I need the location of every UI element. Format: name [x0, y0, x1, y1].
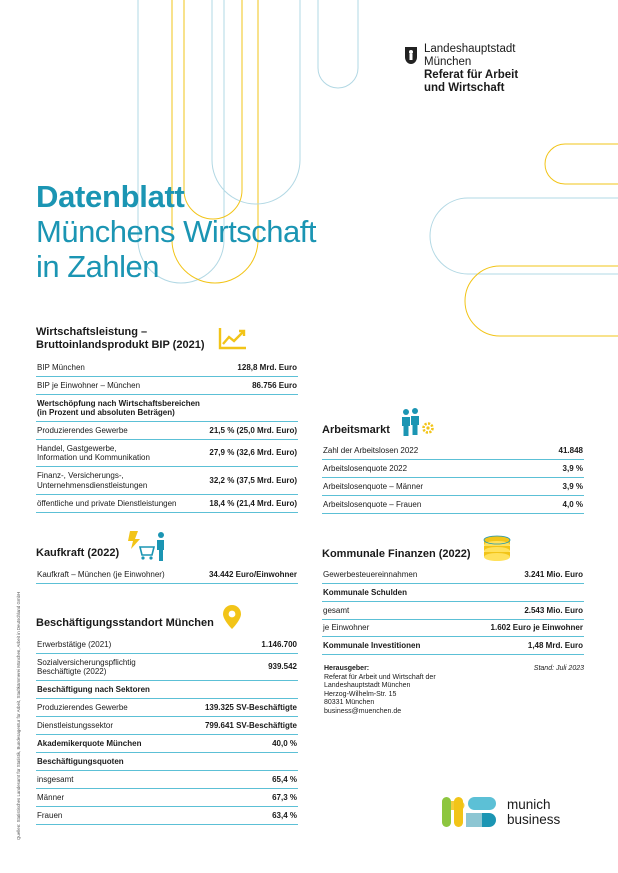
row-value: 128,8 Mrd. Euro	[237, 362, 297, 372]
row-value: 40,0 %	[272, 738, 297, 748]
chart-trend-icon	[218, 326, 248, 350]
bip-row-einwohner	[36, 377, 298, 395]
bip-section-title	[36, 326, 226, 352]
finanzen-row	[322, 584, 584, 602]
kaufkraft-row	[36, 566, 298, 584]
sub-title-line2: (in Prozent und absoluten Beträgen)	[37, 408, 175, 417]
bip-title-line1: Wirtschaftsleistung –	[36, 326, 148, 338]
arbeitsmarkt-row	[322, 460, 584, 478]
beschaeftigung-title: Beschäftigungsstandort München	[36, 617, 214, 629]
impressum-heading: Herausgeber:	[324, 665, 370, 672]
arbeitsmarkt-title: Arbeitsmarkt	[322, 424, 390, 436]
quoten-row	[36, 789, 298, 807]
row-label: öffentliche und private Dienstleistungen	[37, 498, 177, 508]
row-value: 1.146.700	[261, 639, 297, 649]
row-value: 1,48 Mrd. Euro	[527, 640, 583, 650]
finanzen-title: Kommunale Finanzen (2022)	[322, 548, 471, 560]
label-line1: Sozialversicherungspflichtig	[37, 657, 136, 667]
workers-gear-icon	[399, 407, 435, 437]
row-label: Produzierendes Gewerbe	[37, 425, 128, 435]
logo-line2: business	[507, 812, 561, 827]
bip-wertschoepfung-heading	[36, 395, 298, 422]
row-label: Akademikerquote München	[37, 738, 142, 748]
dept-line1: Referat für Arbeit	[424, 69, 519, 81]
bip-title-line2: Bruttoinlandsprodukt BIP (2021)	[36, 339, 205, 351]
quoten-heading	[36, 753, 298, 771]
row-label: Männer	[37, 792, 65, 802]
row-value: 67,3 %	[272, 792, 297, 802]
beschaeftigung-row	[36, 717, 298, 735]
bip-sector-row	[36, 467, 298, 495]
row-label: Kommunale Investitionen	[323, 640, 421, 650]
row-value: 21,5 % (25,0 Mrd. Euro)	[209, 425, 297, 435]
impressum-line: Referat für Arbeit und Wirtschaft der	[324, 673, 436, 681]
row-label: Gewerbesteuereinnahmen	[323, 569, 418, 579]
row-value: 3,9 %	[562, 463, 583, 473]
label-line1: Finanz-, Versicherungs-,	[37, 471, 124, 480]
row-value: 3,9 %	[562, 481, 583, 491]
title-line3: in Zahlen	[36, 249, 160, 284]
row-label: Beschäftigungsquoten	[37, 756, 124, 766]
bip-sector-row	[36, 440, 298, 467]
akademiker-row	[36, 735, 298, 753]
row-value: 65,4 %	[272, 774, 297, 784]
row-value: 939.542	[268, 662, 297, 672]
impressum	[324, 665, 484, 717]
sub-title-line1: Wertschöpfung nach Wirtschaftsbereichen	[37, 398, 200, 408]
title-line1: Datenblatt	[36, 179, 185, 214]
row-label	[37, 444, 150, 463]
bip-sector-row	[36, 495, 298, 513]
label-line1: Handel, Gastgewerbe,	[37, 443, 117, 453]
finanzen-row	[322, 602, 584, 620]
row-label: gesamt	[323, 605, 350, 615]
row-value: 4,0 %	[562, 499, 583, 509]
dept-line2: und Wirtschaft	[424, 82, 505, 94]
row-value: 1.602 Euro je Einwohner	[490, 623, 583, 633]
stand-date: Stand: Juli 2023	[533, 665, 584, 672]
sources-vertical-text: Quellen: Statistisches Landesamt für Statistik, Bundesagentur für Arbeit, Stadtkämmerei München, Arbeit in Deutschland GmbH	[16, 591, 21, 840]
impressum-line: Herzog-Wilhelm-Str. 15	[324, 690, 397, 698]
org-line1: Landeshauptstadt	[424, 43, 516, 55]
row-label: Produzierendes Gewerbe	[37, 702, 128, 712]
label-line2: Beschäftigte (2022)	[37, 667, 107, 676]
munich-coat-of-arms-icon	[404, 46, 418, 66]
row-value: 86.756 Euro	[252, 380, 297, 390]
row-value: 32,2 % (37,5 Mrd. Euro)	[209, 475, 297, 485]
row-label: Arbeitslosenquote 2022	[323, 463, 408, 473]
row-label: Dienstleistungssektor	[37, 720, 114, 730]
row-value: 27,9 % (32,6 Mrd. Euro)	[209, 448, 297, 458]
beschaeftigung-row	[36, 699, 298, 717]
finanzen-row	[322, 566, 584, 584]
row-label: BIP je Einwohner – München	[37, 380, 141, 390]
row-value: 139.325 SV-Beschäftigte	[204, 702, 297, 712]
beschaeftigung-sektoren-heading	[36, 681, 298, 699]
impressum-line: 80331 München	[324, 699, 375, 707]
arbeitsmarkt-row	[322, 496, 584, 514]
row-value: 2.543 Mio. Euro	[524, 605, 583, 615]
finanzen-row	[322, 637, 584, 655]
row-value: 799.641 SV-Beschäftigte	[204, 720, 297, 730]
org-header	[424, 43, 604, 95]
page-title	[36, 180, 376, 284]
title-line2: Münchens Wirtschaft	[36, 214, 316, 249]
row-label: Kommunale Schulden	[323, 587, 408, 597]
bip-sector-row	[36, 422, 298, 440]
row-label: Kaufkraft – München (je Einwohner)	[37, 569, 165, 579]
beschaeftigung-row	[36, 636, 298, 654]
quoten-row	[36, 807, 298, 825]
row-value: 18,4 % (21,4 Mrd. Euro)	[209, 498, 297, 508]
label-line2: Unternehmensdienstleistungen	[37, 480, 148, 490]
row-label: BIP München	[37, 362, 85, 372]
row-label: Erwerbstätige (2021)	[37, 639, 112, 649]
impressum-line: Landeshauptstadt München	[324, 682, 411, 690]
beschaeftigung-row	[36, 654, 298, 681]
row-label: Arbeitslosenquote – Männer	[323, 481, 424, 491]
row-label: je Einwohner	[323, 623, 370, 633]
row-label	[37, 471, 147, 490]
arbeitsmarkt-row	[322, 442, 584, 460]
logo-line1: munich	[507, 797, 551, 812]
impressum-email: business@muenchen.de	[324, 707, 402, 715]
row-label: Zahl der Arbeitslosen 2022	[323, 445, 419, 455]
quoten-row	[36, 771, 298, 789]
shopping-cart-person-icon	[126, 529, 168, 563]
kaufkraft-title: Kaufkraft (2022)	[36, 547, 120, 559]
finanzen-row	[322, 620, 584, 637]
row-label	[37, 399, 200, 418]
row-label: Arbeitslosenquote – Frauen	[323, 499, 422, 509]
location-pin-icon	[222, 604, 242, 630]
munich-business-logo-icon	[442, 797, 498, 827]
munich-business-logo-text	[507, 797, 560, 827]
row-label: insgesamt	[37, 774, 74, 784]
coin-stack-icon	[481, 535, 513, 563]
org-line2: München	[424, 56, 472, 68]
row-label: Beschäftigung nach Sektoren	[37, 684, 150, 694]
row-label	[37, 658, 136, 677]
row-label: Frauen	[37, 810, 63, 820]
row-value: 34.442 Euro/Einwohner	[208, 569, 297, 579]
row-value: 41.848	[558, 445, 583, 455]
bip-row-muenchen	[36, 359, 298, 377]
row-value: 3.241 Mio. Euro	[524, 569, 583, 579]
arbeitsmarkt-row	[322, 478, 584, 496]
row-value: 63,4 %	[272, 810, 297, 820]
label-line2: Information und Kommunikation	[37, 453, 150, 462]
